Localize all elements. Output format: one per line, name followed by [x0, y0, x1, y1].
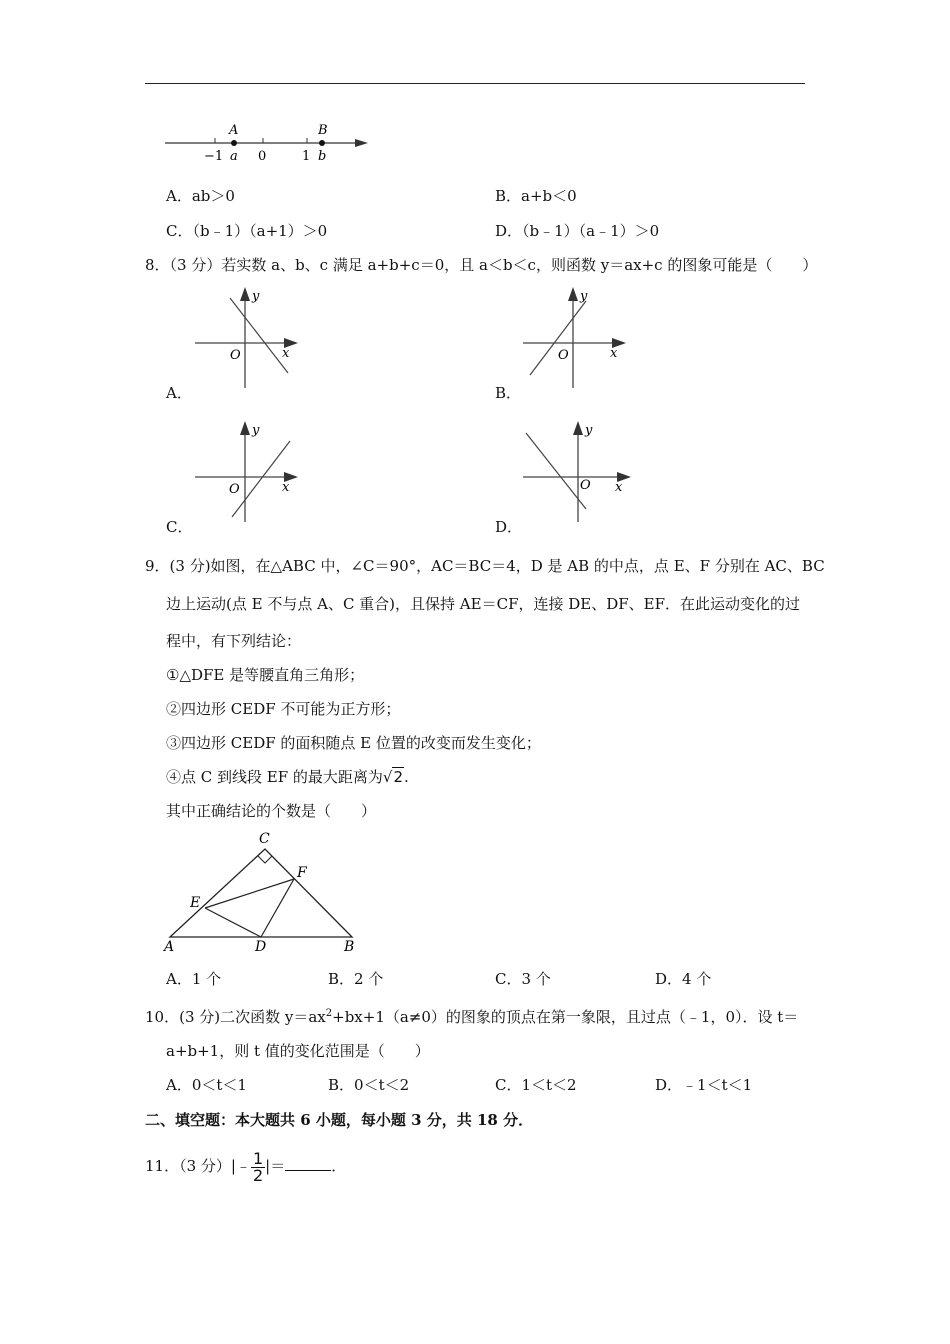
vertex-label-a: A: [164, 939, 175, 955]
q9-option-a: A．1 个: [166, 970, 222, 988]
q10-option-d: D．﹣1＜t＜1: [655, 1076, 753, 1094]
q8-label-d: D．: [495, 518, 523, 536]
point-label-b: b: [318, 149, 327, 164]
q9-conclusion-2: ②四边形 CEDF 不可能为正方形；: [166, 700, 401, 718]
fraction-one-half: $\frac{1}{2}$: [252, 1148, 264, 1185]
vertex-label-b: B: [344, 939, 355, 955]
answer-blank[interactable]: [285, 1156, 331, 1171]
tick-label-0: 0: [258, 149, 267, 164]
q9-stem-line1: 9．(3 分)如图，在△ABC 中，∠C＝90°，AC＝BC＝4，D 是 AB 的中点，点 E、F 分别在 AC、BC: [145, 557, 825, 575]
point-label-b-upper: B: [318, 123, 328, 138]
q8-graph-a: [190, 283, 305, 391]
q10-stem-line2: a+b+1，则 t 值的变化范围是（ ）: [166, 1042, 430, 1060]
number-line-figure: [160, 118, 375, 168]
q7-option-d: D．（b﹣1）（a﹣1）＞0: [495, 222, 660, 240]
q9-stem-line3: 程中，有下列结论：: [166, 632, 302, 650]
q8b-x-label: x: [610, 346, 618, 361]
q8c-origin-label: O: [229, 482, 240, 497]
q8-stem: 8．（3 分）若实数 a、b、c 满足 a+b+c＝0，且 a＜b＜c，则函数 y＝ax+c 的图象可能是（ ）: [145, 256, 818, 274]
q8d-x-label: x: [615, 480, 623, 495]
q8c-y-label: y: [252, 423, 260, 438]
q8-graph-d: [518, 417, 636, 525]
q9-conclusion-4: ④点 C 到线段 EF 的最大距离为√2.: [166, 768, 409, 786]
q11-stem: 11．（3 分）|﹣ $\frac{1}{2}$ |＝ ．: [145, 1148, 347, 1185]
vertex-label-e: E: [190, 895, 201, 911]
q9-triangle-figure: [160, 827, 365, 957]
q8d-y-label: y: [585, 423, 593, 438]
q8-graph-c: [190, 417, 305, 525]
point-label-a-upper: A: [229, 123, 239, 138]
q8-label-a: A．: [166, 384, 192, 402]
q9-conclusion-3: ③四边形 CEDF 的面积随点 E 位置的改变而发生变化；: [166, 734, 541, 752]
q8a-origin-label: O: [230, 348, 241, 363]
q8-graph-b: [518, 283, 633, 391]
q7-option-c: C．（b﹣1）（a+1）＞0: [166, 222, 328, 240]
q9-conclusion-1: ①△DFE 是等腰直角三角形；: [166, 666, 365, 684]
tick-label-1: 1: [302, 149, 311, 164]
q9-option-d: D．4 个: [655, 970, 712, 988]
q8a-x-label: x: [282, 346, 290, 361]
q9-stem-line2: 边上运动(点 E 不与点 A、C 重合)，且保持 AE＝CF，连接 DE、DF、EF．在此运动变化的过: [166, 595, 801, 613]
vertex-label-f: F: [297, 865, 307, 881]
q8c-x-label: x: [282, 480, 290, 495]
header-rule: [145, 83, 805, 84]
q8d-origin-label: O: [580, 478, 591, 493]
sqrt-expression: √2: [382, 768, 404, 786]
q7-option-a: A．ab＞0: [166, 187, 235, 205]
q10-option-b: B．0＜t＜2: [328, 1076, 410, 1094]
q9-option-c: C．3 个: [495, 970, 551, 988]
q9-option-b: B．2 个: [328, 970, 384, 988]
q8b-y-label: y: [580, 289, 588, 304]
q8b-origin-label: O: [558, 348, 569, 363]
q8-label-c: C．: [166, 518, 193, 536]
q10-option-a: A．0＜t＜1: [166, 1076, 247, 1094]
q9-question: 其中正确结论的个数是（ ）: [166, 802, 377, 820]
point-label-a: a: [230, 149, 238, 164]
q7-option-b: B．a+b＜0: [495, 187, 577, 205]
q8a-y-label: y: [252, 289, 260, 304]
vertex-label-d: D: [255, 939, 267, 955]
vertex-label-c: C: [259, 831, 270, 847]
q10-option-c: C．1＜t＜2: [495, 1076, 577, 1094]
q8-label-b: B．: [495, 384, 522, 402]
section-heading-fill-in: 二、填空题：本大题共 6 小题，每小题 3 分，共 18 分．: [145, 1111, 534, 1129]
q10-stem-line1: 10．(3 分)二次函数 $y=ax^2+bx+1(a\ne 0)$的图象的顶点在第一象限，且过点（﹣1，0）．设 t＝: [145, 1008, 799, 1026]
tick-label-minus1: −1: [204, 149, 224, 164]
